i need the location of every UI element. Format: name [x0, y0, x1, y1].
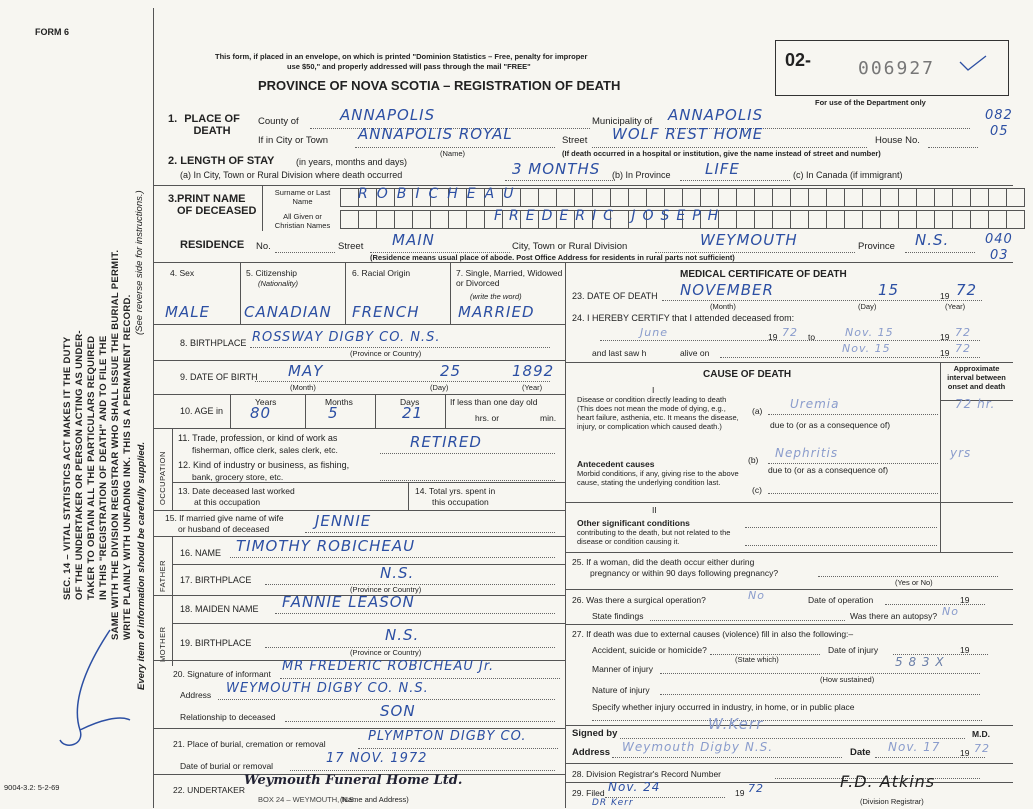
given-label: All Given or Christian Names: [274, 212, 331, 230]
informant-relation-value: SON: [380, 702, 416, 720]
undertaker-label: 22. UNDERTAKER: [173, 785, 245, 795]
informant-sig-value: MR FREDERIC ROBICHEAU Jr.: [282, 659, 495, 674]
q27-label: 27. If death was due to external causes (violence) fill in also the following:–: [572, 629, 854, 639]
margin-scribble: [50, 620, 140, 760]
signoff-address-value: Weymouth Digby N.S.: [622, 740, 774, 754]
citizenship-value: CANADIAN: [244, 303, 332, 321]
statute-line-3: TAKER TO OBTAIN ALL THE PARTICULARS REQUIRED: [86, 335, 97, 600]
last-seen-value: Nov. 15: [842, 342, 891, 355]
spouse-label-2: or husband of deceased: [178, 524, 270, 534]
burial-date-value: 17 NOV. 1972: [326, 751, 428, 766]
signoff-address-label: Address: [572, 747, 611, 758]
burial-place-label: 21. Place of burial, cremation or removal: [173, 739, 326, 749]
industry-label: 12. Kind of industry or business, as fishing,: [178, 460, 350, 470]
form-label: FORM 6: [35, 27, 70, 37]
other-conditions-label: Other significant conditions: [577, 518, 690, 528]
father-side-label: FATHER: [158, 559, 167, 592]
injury-year-prefix: 19: [960, 645, 970, 655]
instructions-note: (See reverse side for instructions.): [134, 190, 145, 335]
cause-a-interval: 72 hr.: [955, 397, 996, 411]
undertaker-sub: (Name and Address): [340, 795, 409, 804]
racial-value: FRENCH: [352, 303, 420, 321]
given-value: FREDERIC JOSEPH: [494, 208, 726, 224]
racial-label: 6. Racial Origin: [352, 268, 411, 278]
residence-no-label: No.: [256, 241, 271, 252]
name-label-num: 3.: [168, 193, 178, 205]
informant-relation-label: Relationship to deceased: [180, 712, 276, 722]
filed-year-value: 72: [748, 782, 764, 795]
registrar-signature: F.D. Atkins: [840, 772, 936, 791]
registration-prefix: 02-: [785, 50, 812, 70]
print-code: 9004-3.2: 5-2-69: [4, 783, 60, 792]
residence-city-value: WEYMOUTH: [700, 231, 798, 249]
signoff-year-prefix: 19: [960, 748, 970, 758]
father-birthplace-label: 17. BIRTHPLACE: [180, 575, 252, 585]
op-year-prefix: 19: [960, 595, 970, 605]
dob-label: 9. DATE OF BIRTH: [180, 372, 258, 382]
cause-b-value: Nephritis: [775, 446, 839, 460]
dod-year-prefix: 19: [940, 291, 950, 301]
dept-code-4: 03: [990, 248, 1009, 263]
years-spent-label-2: this occupation: [432, 497, 489, 507]
marital-sub: (write the word): [470, 292, 522, 301]
city-value: ANNAPOLIS ROYAL: [358, 125, 513, 143]
burial-place-value: PLYMPTON DIGBY CO.: [368, 729, 527, 744]
dept-use-note: For use of the Department only: [815, 98, 926, 107]
manner-code: 5 8 3 X: [895, 655, 945, 669]
informant-address-value: WEYMOUTH DIGBY CO. N.S.: [226, 681, 429, 696]
place-label-num: 1.: [168, 113, 178, 125]
marital-label: 7. Single, Married, Widowed or Divorced: [456, 268, 563, 288]
age-label: 10. AGE in: [180, 406, 224, 416]
residence-street-value: MAIN: [392, 231, 435, 249]
years-spent-label: 14. Total yrs. spent in: [415, 486, 496, 496]
signoff-date-value: Nov. 17: [888, 740, 941, 754]
attend-to-value: Nov. 15: [845, 326, 894, 339]
county-label: County of: [258, 116, 299, 127]
birthplace-sub: (Province or Country): [350, 349, 422, 358]
signoff-date-label: Date: [850, 747, 871, 758]
residence-province-value: N.S.: [915, 231, 950, 249]
yes-no-sub: (Yes or No): [895, 578, 933, 587]
dod-year-value: 72: [956, 281, 978, 299]
notice-line-2: use $50," and properly addressed will pass through the mail "FREE": [287, 62, 531, 71]
md-label: M.D.: [972, 729, 990, 739]
stay-city-value: 3 MONTHS: [512, 160, 601, 178]
cause-a-value: Uremia: [790, 397, 840, 411]
dob-day-value: 25: [440, 362, 462, 380]
city-name-sub: (Name): [440, 149, 466, 158]
autopsy-label: Was there an autopsy?: [850, 611, 938, 621]
house-label: House No.: [875, 135, 920, 146]
statute-line-2: OF THE UNDERTAKER OR PERSON ACTING AS UNDER-: [74, 330, 85, 600]
dept-code-1: 082: [985, 108, 1013, 123]
mother-birthplace-sub: (Province or Country): [350, 648, 422, 657]
stay-province-value: LIFE: [705, 160, 740, 178]
father-name-label: 16. NAME: [180, 548, 222, 558]
father-birthplace-sub: (Province or Country): [350, 585, 422, 594]
mother-birthplace-value: N.S.: [385, 626, 420, 644]
dod-year-sub: (Year): [945, 302, 966, 311]
stay-label: 2. LENGTH OF STAY: [168, 155, 275, 167]
dob-month-sub: (Month): [290, 383, 316, 392]
informant-address-label: Address: [180, 690, 212, 700]
specify-label: Specify whether injury occurred in industry, in home, or in public place: [592, 702, 855, 712]
last-seen-mid: alive on: [680, 348, 710, 358]
mother-name-value: FANNIE LEASON: [282, 593, 415, 611]
municipality-label: Municipality of: [592, 116, 653, 127]
q25-label: 25. If a woman, did the death occur either during: [572, 557, 755, 567]
informant-sig-label: 20. Signature of informant: [173, 669, 271, 679]
cause-b-label: (b): [748, 455, 759, 465]
registration-number: 006927: [858, 58, 936, 79]
age-months-label: Months: [325, 397, 353, 407]
age-years-value: 80: [250, 404, 272, 422]
citizenship-sub: (Nationality): [258, 279, 299, 288]
dob-year-sub: (Year): [522, 383, 543, 392]
industry-label-2: bank, grocery store, etc.: [192, 472, 284, 482]
checkmark-icon: [958, 54, 988, 74]
dod-day-sub: (Day): [858, 302, 877, 311]
father-birthplace-value: N.S.: [380, 564, 415, 582]
signoff-year-value: 72: [974, 742, 990, 755]
last-seen-year-prefix: 19: [940, 348, 950, 358]
name-label: PRINT NAME OF DECEASED: [177, 193, 257, 217]
age-days-label: Days: [400, 397, 420, 407]
surname-label: Surname or Last Name: [274, 188, 331, 206]
statute-line-5: SAME WITH THE DIVISION REGISTRAR WHO SHALL ISSUE THE BURIAL PERMIT.: [110, 249, 121, 640]
statute-line-1: SEC. 14 – VITAL STATISTICS ACT MAKES IT THE DUTY: [62, 336, 73, 600]
undertaker-address: BOX 24 – WEYMOUTH, N.S.: [258, 795, 356, 804]
q25-label-2: pregnancy or within 90 days following pregnancy?: [590, 568, 779, 578]
dod-month-sub: (Month): [710, 302, 736, 311]
dept-code-2: 05: [990, 124, 1009, 139]
residence-label: RESIDENCE: [180, 239, 245, 251]
mother-birthplace-label: 19. BIRTHPLACE: [180, 638, 252, 648]
attend-to-year: 72: [955, 326, 971, 339]
age-months-value: 5: [328, 404, 339, 422]
residence-note: (Residence means usual place of abode. Post Office Address for residents in rural parts not sufficient): [370, 253, 735, 262]
father-name-value: TIMOTHY ROBICHEAU: [236, 537, 416, 555]
birthplace-label: 8. BIRTHPLACE: [180, 338, 247, 348]
attend-to-year-prefix: 19: [940, 332, 950, 342]
statute-line-4: IN THIS "REGISTRATION OF DEATH" AND TO FILE THE: [98, 335, 109, 600]
stay-canada-label: (c) In Canada (if immigrant): [793, 170, 903, 180]
attend-from-year: 72: [782, 326, 798, 339]
marital-value: MARRIED: [458, 303, 535, 321]
attend-to-label: to: [808, 332, 816, 342]
sex-label: 4. Sex: [170, 268, 195, 278]
other-conditions-sub: contributing to the death, but not related to the disease or condition causing it.: [577, 528, 731, 546]
cause-c-label: (c): [752, 485, 762, 495]
undertaker-value: Weymouth Funeral Home Ltd.: [244, 773, 463, 788]
statute-line-6: WRITE PLAINLY WITH UNFADING INK. THIS IS A PERMANENT RECORD.: [122, 294, 133, 640]
last-worked-label-2: at this occupation: [194, 497, 261, 507]
last-worked-label: 13. Date deceased last worked: [178, 486, 295, 496]
cause-heading: CAUSE OF DEATH: [703, 369, 792, 380]
form-title: PROVINCE OF NOVA SCOTIA – REGISTRATION OF DEATH: [258, 78, 621, 93]
surname-value: ROBICHEAU: [358, 186, 523, 202]
mother-name-label: 18. MAIDEN NAME: [180, 604, 259, 614]
street-label: Street: [562, 135, 588, 146]
due-to-b: due to (or as a consequence of): [768, 465, 889, 475]
spouse-label: 15. If married give name of wife: [165, 513, 284, 523]
interval-label: Approximate interval between onset and death: [947, 364, 1006, 391]
certify-label: 24. I HEREBY CERTIFY that I attended deceased from:: [572, 313, 795, 323]
signed-by-label: Signed by: [572, 728, 618, 739]
dod-day-value: 15: [878, 281, 900, 299]
residence-street-label: Street: [338, 241, 364, 252]
city-label: If in City or Town: [258, 135, 329, 146]
burial-date-label: Date of burial or removal: [180, 761, 274, 771]
bottom-note: DR Kerr: [592, 798, 634, 808]
dod-month-value: NOVEMBER: [680, 281, 774, 299]
part-1-label: I: [652, 385, 655, 395]
registrar-label: (Division Registrar): [860, 797, 924, 806]
county-value: ANNAPOLIS: [340, 106, 436, 124]
place-note: (If death occurred in a hospital or institution, give the name instead of street and number): [562, 149, 881, 158]
residence-city-label: City, Town or Rural Division: [512, 241, 628, 252]
manner-label: Manner of injury: [592, 664, 653, 674]
mother-side-label: MOTHER: [158, 626, 167, 662]
q26-value: No: [748, 589, 765, 602]
part-2-label: II: [652, 505, 657, 515]
trade-value: RETIRED: [410, 433, 482, 451]
direct-cause-label: Disease or condition directly leading to death (This does not mean the mode of dying, e.g., heart failure, asthenia, etc. It means the disease, injury, or complication which caused death.): [577, 395, 739, 431]
age-years-label: Years: [255, 397, 277, 407]
last-seen-year: 72: [955, 342, 971, 355]
attend-from-value: June: [640, 326, 668, 339]
min-label: min.: [540, 413, 557, 423]
q29-label: 29. Filed: [572, 788, 605, 798]
cause-a-label: (a): [752, 406, 763, 416]
less-day-label: If less than one day old: [450, 397, 538, 407]
dod-label: 23. DATE OF DEATH: [572, 291, 658, 301]
filed-value: Nov. 24: [608, 780, 661, 794]
dob-month-value: MAY: [288, 362, 324, 380]
municipality-value: ANNAPOLIS: [668, 106, 764, 124]
stay-sub: (in years, months and days): [296, 157, 408, 167]
dob-day-sub: (Day): [430, 383, 449, 392]
antecedent-sub: Morbid conditions, if any, giving rise to the above cause, stating the underlying condition last.: [577, 469, 739, 487]
autopsy-value: No: [942, 605, 959, 618]
street-value: WOLF REST HOME: [612, 125, 764, 143]
accident-label: Accident, suicide or homicide?: [592, 645, 707, 655]
trade-label: 11. Trade, profession, or kind of work as: [178, 433, 338, 443]
every-item-note: Every item of information should be carefully supplied.: [136, 441, 147, 690]
trade-label-2: fisherman, office clerk, sales clerk, etc.: [192, 445, 338, 455]
spouse-value: JENNIE: [315, 512, 372, 530]
stay-city-label: (a) In City, Town or Rural Division where death occurred: [180, 170, 403, 180]
due-to-a: due to (or as a consequence of): [770, 420, 891, 430]
q26-label: 26. Was there a surgical operation?: [572, 595, 706, 605]
medical-heading: MEDICAL CERTIFICATE OF DEATH: [680, 269, 847, 280]
notice-line-1: This form, if placed in an envelope, on which is printed "Dominion Statistics – Free, penalty for improper: [215, 52, 588, 61]
signed-by-value: W.Kerr: [708, 715, 764, 733]
last-seen-label: and last saw h: [592, 348, 647, 358]
occupation-side-label: OCCUPATION: [158, 451, 167, 505]
place-label: PLACE OF DEATH: [184, 113, 240, 137]
op-date-label: Date of operation: [808, 595, 874, 605]
dob-year-value: 1892: [512, 362, 555, 380]
sex-value: MALE: [165, 303, 211, 321]
filed-year-prefix: 19: [735, 788, 745, 798]
nature-label: Nature of injury: [592, 685, 650, 695]
birthplace-value: ROSSWAY DIGBY CO. N.S.: [252, 330, 441, 345]
dept-code-3: 040: [985, 232, 1013, 247]
stay-province-label: (b) In Province: [612, 170, 671, 180]
cause-b-interval: yrs: [950, 446, 972, 460]
citizenship-label: 5. Citizenship: [246, 268, 298, 278]
state-which-sub: (State which): [735, 655, 779, 664]
residence-province-label: Province: [858, 241, 895, 252]
antecedent-label: Antecedent causes: [577, 459, 655, 469]
injury-date-label: Date of injury: [828, 645, 879, 655]
age-days-value: 21: [402, 404, 424, 422]
hrs-label: hrs. or: [475, 413, 500, 423]
state-findings-label: State findings: [592, 611, 644, 621]
q28-label: 28. Division Registrar's Record Number: [572, 769, 722, 779]
attend-from-year-prefix: 19: [768, 332, 778, 342]
how-sustained-sub: (How sustained): [820, 675, 875, 684]
